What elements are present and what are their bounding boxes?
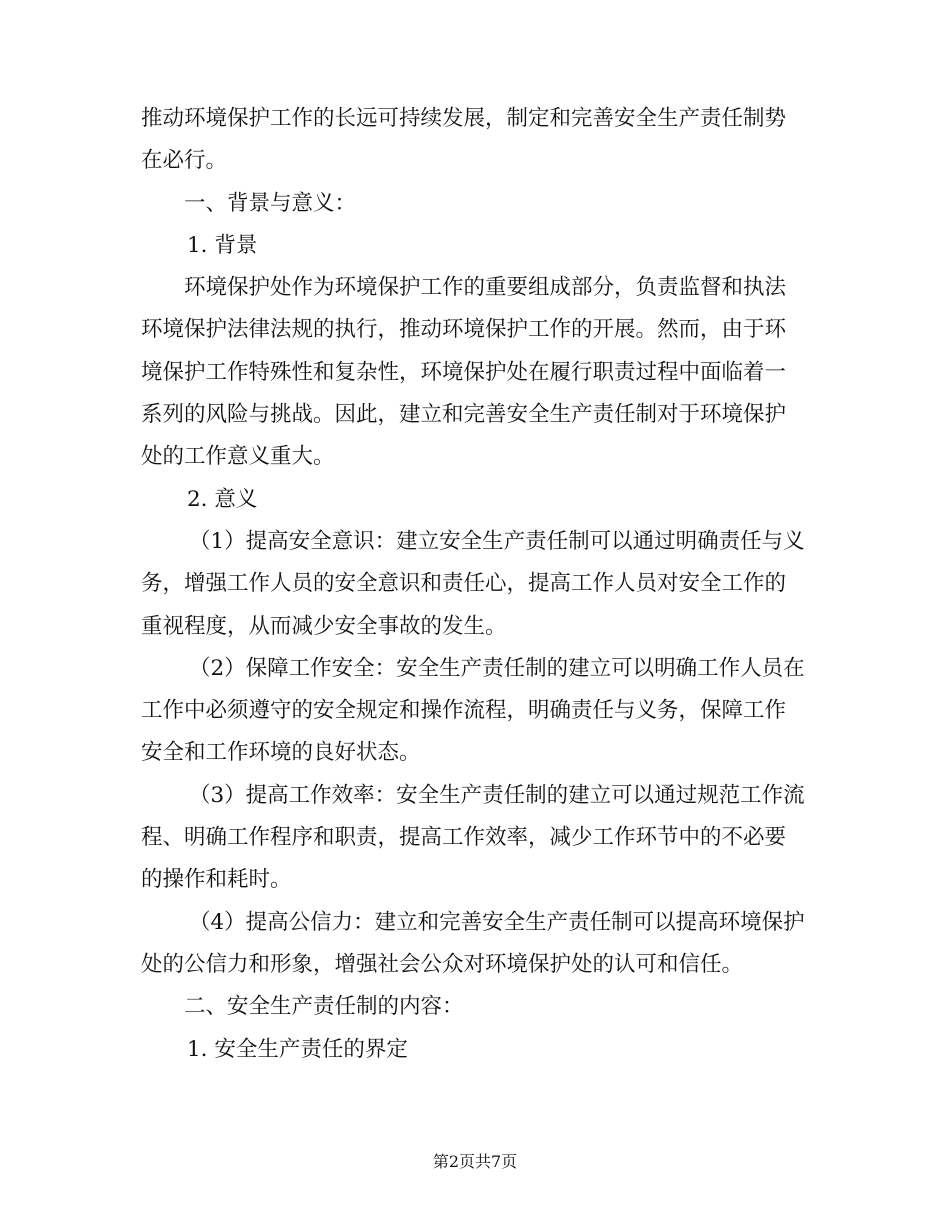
text-line: （4）提高公信力：建立和完善安全生产责任制可以提高环境保护 (189, 909, 805, 935)
text-line: 工作中必须遵守的安全规定和操作流程，明确责任与义务，保障工作 (141, 698, 787, 724)
subsection-heading: 2. 意义 (187, 486, 258, 512)
text-line: （3）提高工作效率：安全生产责任制的建立可以通过规范工作流 (189, 782, 805, 808)
text-line: 务，增强工作人员的安全意识和责任心，提高工作人员对安全工作的 (141, 571, 787, 597)
page-number-footer: 第2页共7页 (432, 1152, 518, 1171)
text-line: （1）提高安全意识：建立安全生产责任制可以通过明确责任与义 (189, 528, 805, 554)
text-line: 环境保护处作为环境保护工作的重要组成部分，负责监督和执法 (184, 275, 787, 301)
text-line: 环境保护法律法规的执行，推动环境保护工作的开展。然而，由于环 (141, 317, 787, 343)
section-heading: 二、安全生产责任制的内容： (184, 994, 464, 1020)
text-line: 程、明确工作程序和职责，提高工作效率，减少工作环节中的不必要 (141, 825, 787, 851)
subsection-heading: 1. 安全生产责任的界定 (187, 1036, 408, 1062)
text-line: （2）保障工作安全：安全生产责任制的建立可以明确工作人员在 (189, 655, 805, 681)
subsection-heading: 1. 背景 (187, 232, 258, 258)
text-line: 处的公信力和形象，增强社会公众对环境保护处的认可和信任。 (141, 951, 744, 977)
text-line: 在必行。 (141, 148, 228, 174)
document-body (141, 98, 811, 1071)
text-line: 安全和工作环境的良好状态。 (141, 740, 421, 766)
text-line: 的操作和耗时。 (141, 867, 292, 893)
text-line: 系列的风险与挑战。因此，建立和完善安全生产责任制对于环境保护 (141, 402, 787, 428)
text-line: 处的工作意义重大。 (141, 444, 335, 470)
text-line: 推动环境保护工作的长远可持续发展，制定和完善安全生产责任制势 (141, 106, 787, 131)
text-line: 境保护工作特殊性和复杂性，环境保护处在履行职责过程中面临着一 (141, 359, 787, 385)
text-line: 重视程度，从而减少安全事故的发生。 (141, 613, 507, 639)
section-heading: 一、背景与意义： (184, 190, 357, 216)
